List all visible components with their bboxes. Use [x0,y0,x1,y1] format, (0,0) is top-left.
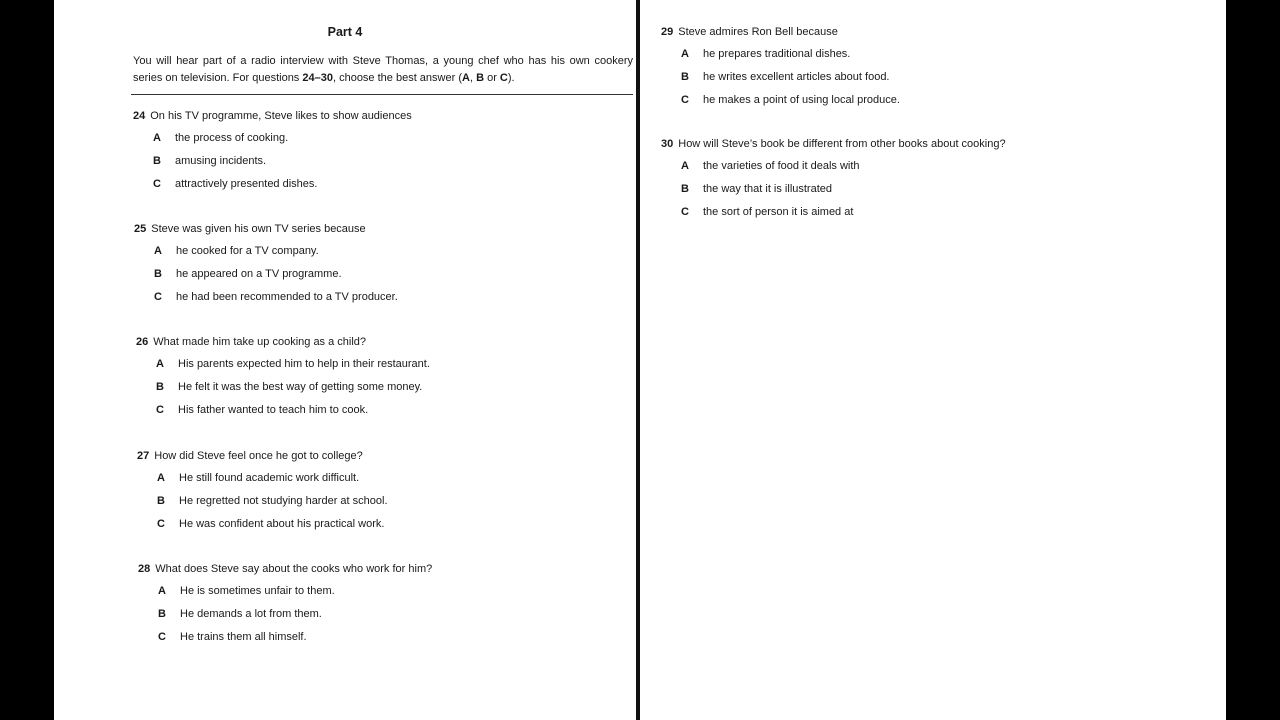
question-text: Steve admires Ron Bell because [678,26,838,38]
option-letter: C [681,94,689,106]
question-text: On his TV programme, Steve likes to show audiences [150,110,412,122]
option-text: the varieties of food it deals with [703,160,860,172]
option-text: attractively presented dishes. [175,178,318,190]
question-stem [661,133,1006,155]
question-stem [136,331,430,353]
option-a [136,353,430,376]
question-stem [661,21,900,43]
option-a [661,155,1006,178]
intro-option-a: A [461,72,470,84]
option-text: amusing incidents. [175,155,267,167]
question-number: 25 [134,223,147,235]
option-letter: B [681,71,689,83]
intro-question-range: 24–30 [302,72,333,84]
option-b [133,150,412,173]
option-text: he prepares traditional dishes. [703,48,851,60]
option-letter: A [157,472,165,484]
option-b [661,66,900,89]
part-title: Part 4 [327,25,363,39]
intro-text-after: ). [507,72,515,84]
question-stem [137,445,388,467]
intro-separator: or [484,72,500,84]
option-a [138,580,432,603]
left-page [54,0,636,720]
option-letter: C [157,518,165,530]
option-text: He trains them all himself. [180,631,307,643]
question-28 [138,558,432,649]
question-text: What made him take up cooking as a child? [153,336,367,348]
option-c [137,513,388,536]
question-30 [661,133,1006,224]
question-number: 28 [138,563,151,575]
question-number: 30 [661,138,674,150]
option-letter: A [158,585,166,597]
option-c [661,89,900,112]
option-a [137,467,388,490]
option-letter: B [156,381,164,393]
intro-separator: , [469,72,477,84]
right-page [640,0,1226,720]
option-c [134,286,398,309]
option-text: He regretted not studying harder at school. [179,495,388,507]
question-number: 29 [661,26,674,38]
intro-option-c: C [499,72,508,84]
option-letter: C [153,178,161,190]
question-29 [661,21,900,112]
option-letter: A [156,358,164,370]
question-number: 26 [136,336,149,348]
option-a [661,43,900,66]
option-letter: B [158,608,166,620]
option-c [661,201,1006,224]
option-letter: C [681,206,689,218]
option-b [134,263,398,286]
question-text: What does Steve say about the cooks who work for him? [155,563,433,575]
option-text: He demands a lot from them. [180,608,322,620]
option-letter: A [154,245,162,257]
question-26 [136,331,430,422]
question-number: 27 [137,450,150,462]
option-b [661,178,1006,201]
intro-option-b: B [476,72,485,84]
option-letter: C [156,404,164,416]
intro-text-middle: , choose the best answer ( [332,72,462,84]
option-c [136,399,430,422]
question-number: 24 [133,110,146,122]
option-text: he appeared on a TV programme. [176,268,342,280]
question-25 [134,218,398,309]
question-24 [133,105,412,196]
option-text: He still found academic work difficult. [179,472,360,484]
option-text: He felt it was the best way of getting some money. [178,381,423,393]
option-c [133,173,412,196]
question-27 [137,445,388,536]
question-stem [138,558,432,580]
option-text: the process of cooking. [175,132,289,144]
option-text: he makes a point of using local produce. [703,94,900,106]
option-a [134,240,398,263]
option-letter: A [681,160,689,172]
option-b [138,603,432,626]
option-text: His parents expected him to help in their restaurant. [178,358,430,370]
option-letter: B [157,495,165,507]
option-b [136,376,430,399]
option-letter: C [158,631,166,643]
option-letter: B [681,183,689,195]
option-text: He is sometimes unfair to them. [180,585,335,597]
horizontal-rule [131,94,633,95]
option-letter: B [153,155,161,167]
option-text: he had been recommended to a TV producer. [176,291,398,303]
option-text: he cooked for a TV company. [176,245,319,257]
instructions-paragraph [133,53,633,87]
option-b [137,490,388,513]
question-text: How did Steve feel once he got to college? [154,450,363,462]
option-text: the sort of person it is aimed at [703,206,854,218]
option-a [133,127,412,150]
option-text: he writes excellent articles about food. [703,71,890,83]
option-text: He was confident about his practical work. [179,518,385,530]
intro-text-before: You will hear part of a radio interview with Steve Thomas, a young chef who has his own cookery series on television. For questions [133,55,633,84]
option-letter: A [681,48,689,60]
option-letter: B [154,268,162,280]
option-letter: A [153,132,161,144]
option-text: the way that it is illustrated [703,183,833,195]
question-text: Steve was given his own TV series because [151,223,366,235]
option-letter: C [154,291,162,303]
option-c [138,626,432,649]
question-stem [133,105,412,127]
option-text: His father wanted to teach him to cook. [178,404,369,416]
question-text: How will Steve’s book be different from other books about cooking? [678,138,1006,150]
question-stem [134,218,398,240]
